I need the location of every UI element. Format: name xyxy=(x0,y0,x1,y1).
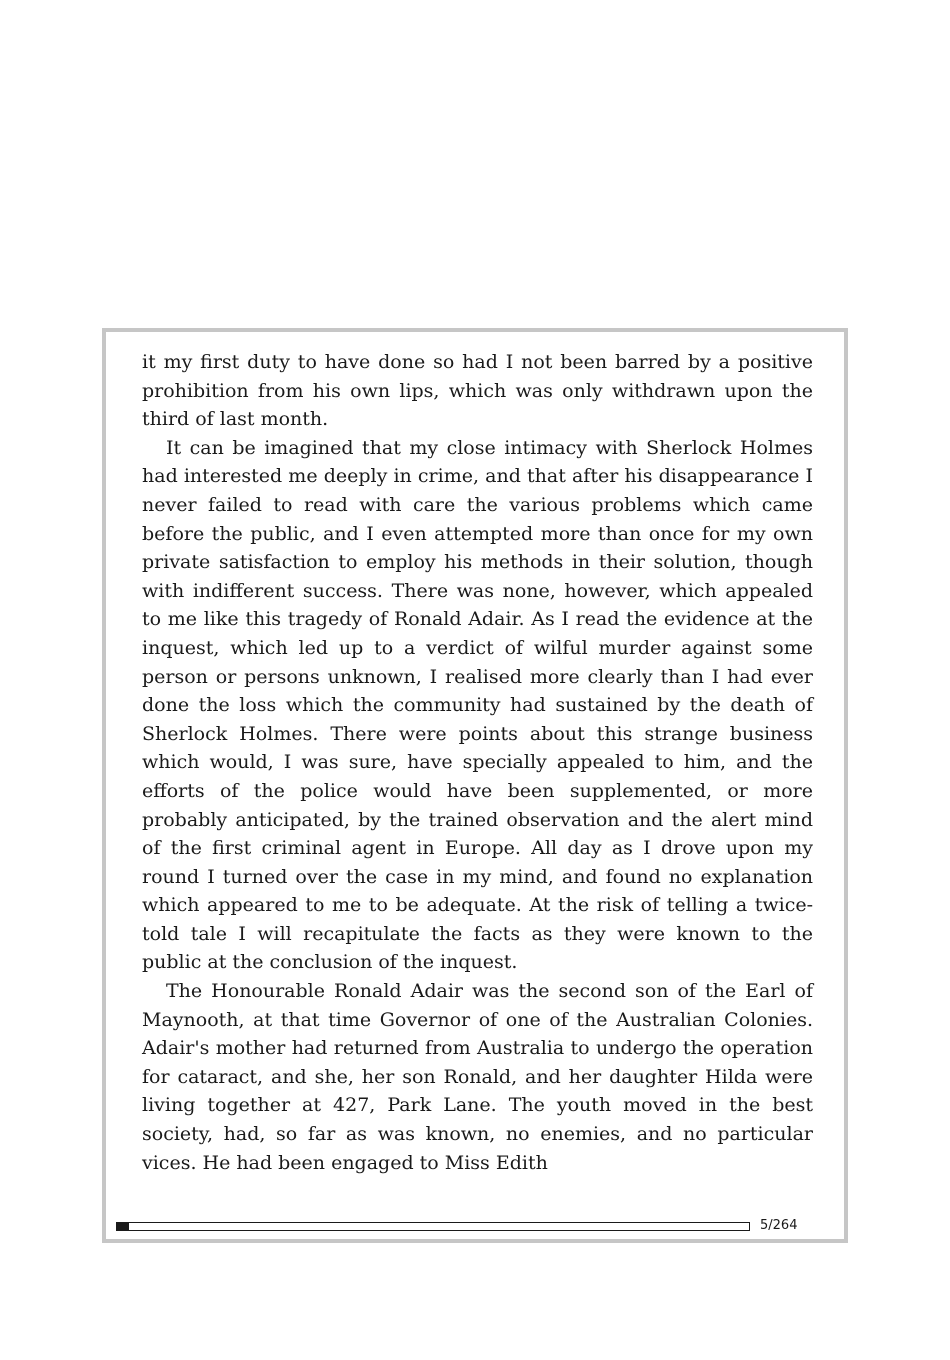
page-counter: 5/264 xyxy=(760,1218,798,1233)
page-text xyxy=(142,348,813,1177)
paragraph-2: It can be imagined that my close intimacy with Sherlock Holmes had interested me deeply in crime, and that after his disappearance I never failed to read with care the various problems which came before the public, and I even attempted more than once for my own private satisfaction to employ his methods in their solution, though with indifferent success. There was none, however, which appealed to me like this tragedy of Ronald Adair. As I read the evidence at the inquest, which led up to a verdict of wilful murder against some person or persons unknown, I realised more clearly than I had ever done the loss which the community had sustained by the death of Sherlock Holmes. There were points about this strange business which would, I was sure, have specially appealed to him, and the efforts of the police would have been supplemented, or more probably anticipated, by the trained observation and the alert mind of the first criminal agent in Europe. All day as I drove upon my round I turned over the case in my mind, and found no explanation which appeared to me to be adequate. At the risk of telling a twice-told tale I will recapitulate the facts as they were known to the public at the conclusion of the inquest. xyxy=(142,436,813,974)
reading-progress-fill xyxy=(117,1223,129,1230)
reader-status-bar xyxy=(116,1219,836,1235)
paragraph-3: The Honourable Ronald Adair was the second son of the Earl of Maynooth, at that time Governor of one of the Australian Colonies. Adair's mother had returned from Australia to undergo the operation for cataract, and she, her son Ronald, and her daughter Hilda were living together at 427, Park Lane. The youth moved in the best society, had, so far as was known, no enemies, and no particular vices. He had been engaged to Miss Edith xyxy=(142,980,813,1174)
paragraph-1: it my first duty to have done so had I not been barred by a positive prohibition from his own lips, which was only withdrawn upon the third of last month. xyxy=(142,351,813,431)
reader-page-frame[interactable] xyxy=(102,328,848,1243)
reading-progress-bar[interactable] xyxy=(116,1222,750,1231)
